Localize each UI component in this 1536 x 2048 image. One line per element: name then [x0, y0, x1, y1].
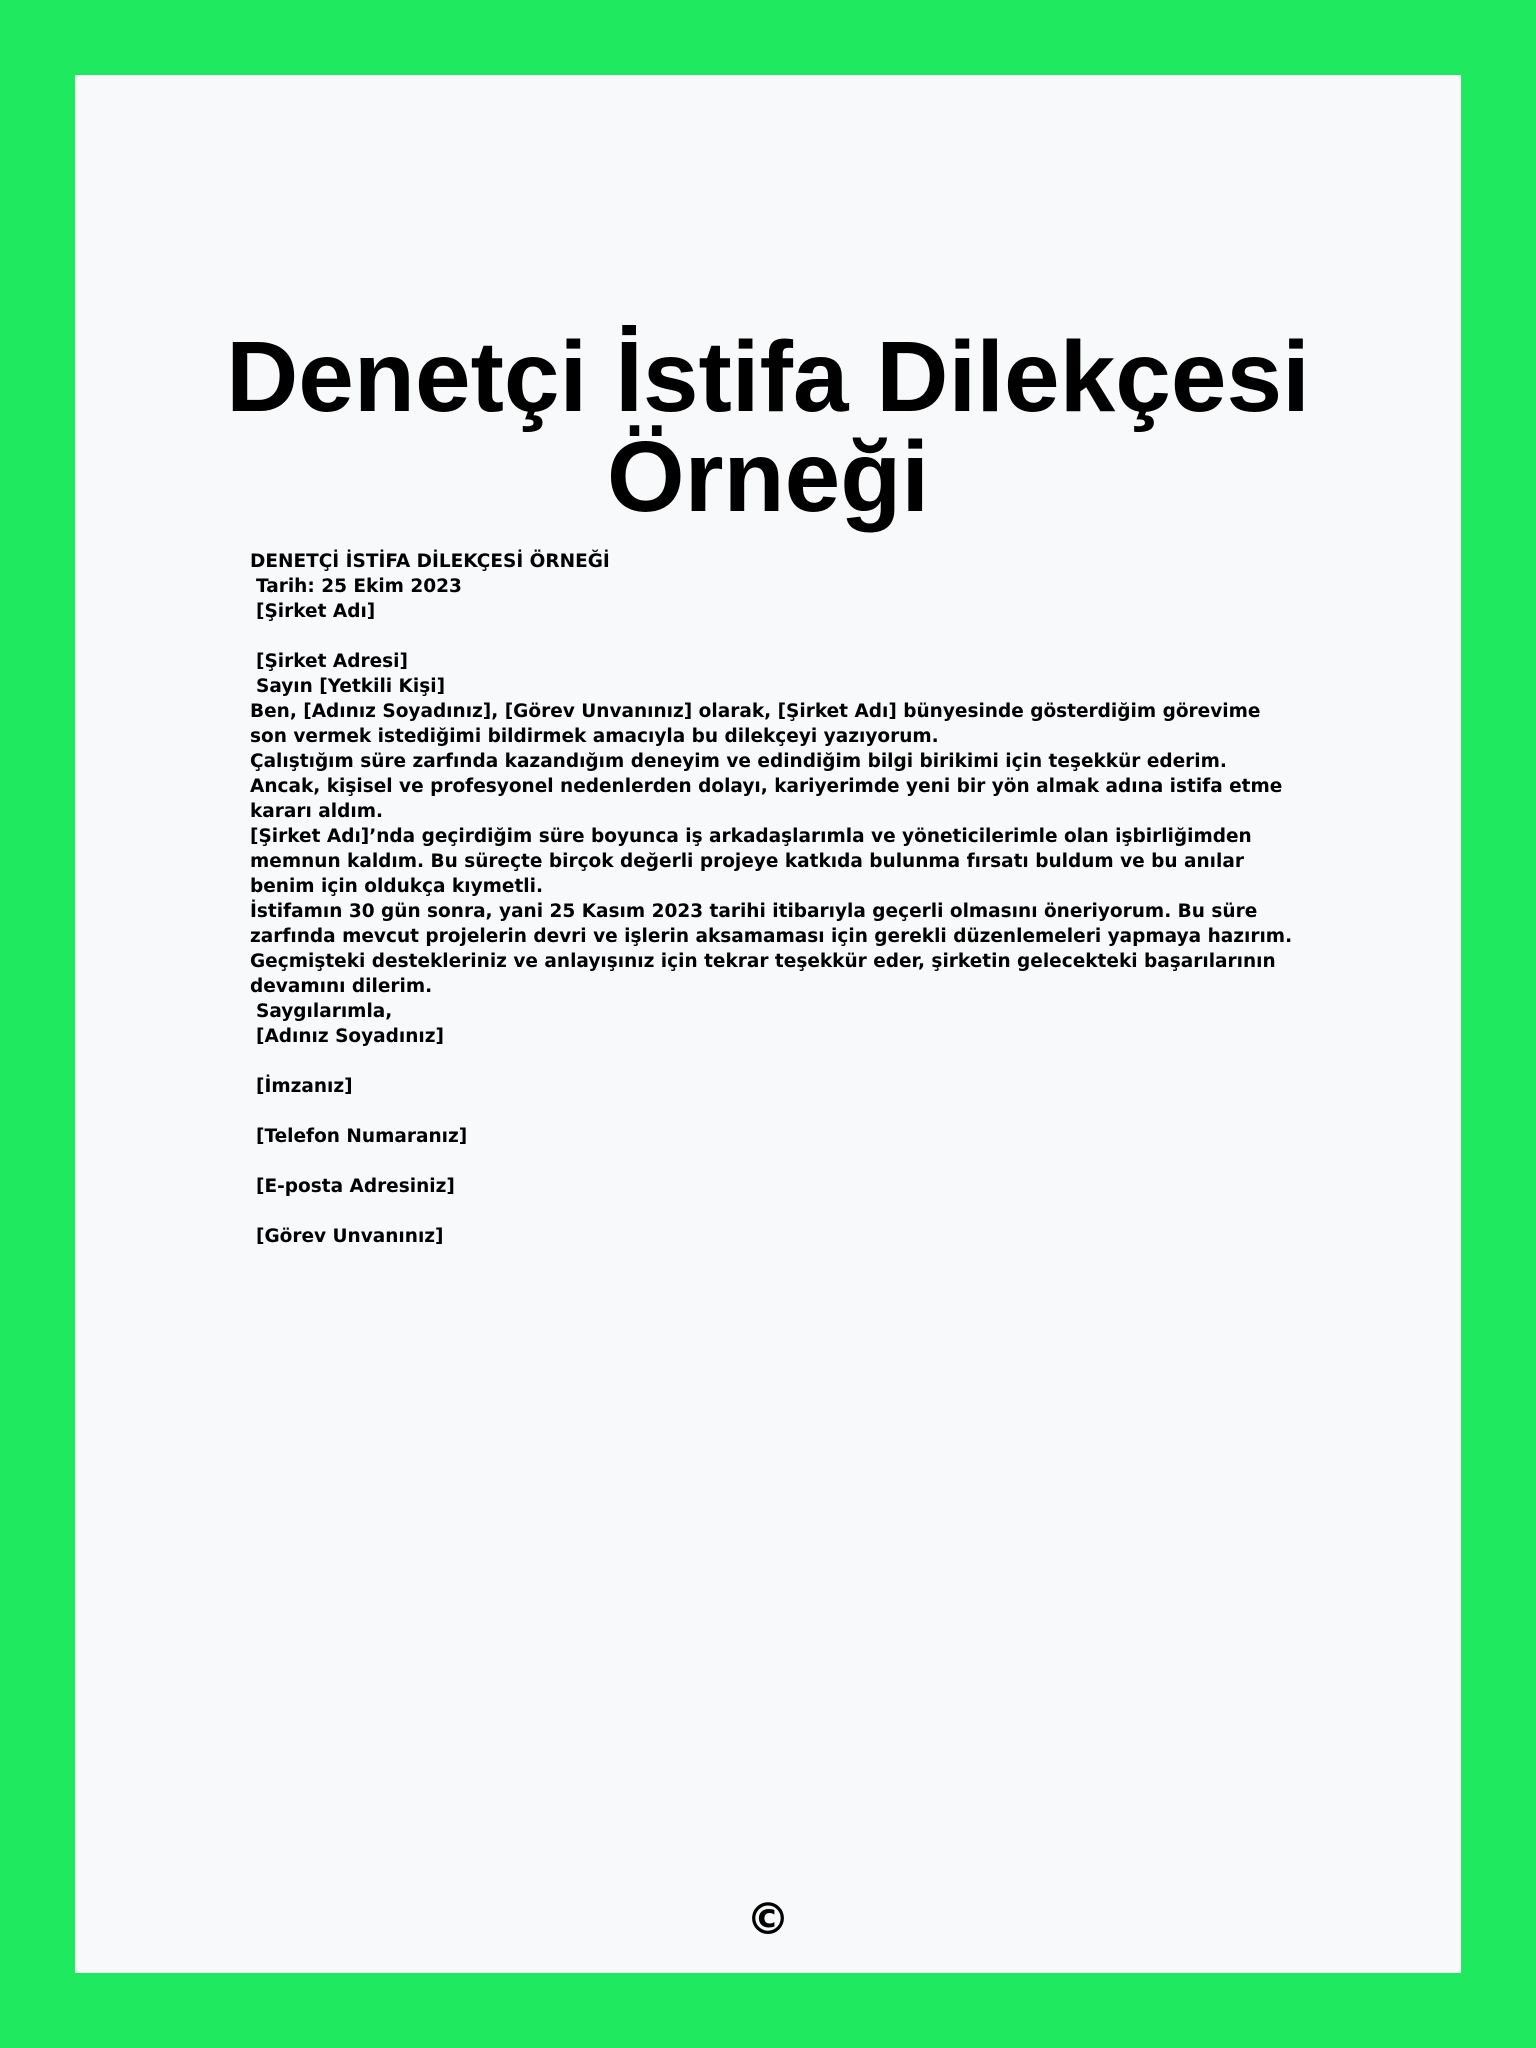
position: [Görev Unvanınız]: [256, 1226, 444, 1247]
blank-line: [250, 624, 1300, 649]
phone: [Telefon Numaranız]: [256, 1126, 468, 1147]
blank-line: [250, 1199, 1300, 1224]
company-address: [Şirket Adresi]: [256, 651, 408, 672]
letter-heading: DENETÇİ İSTİFA DİLEKÇESİ ÖRNEĞİ: [250, 551, 610, 572]
blank-line: [250, 1099, 1300, 1124]
company-name: [Şirket Adı]: [256, 601, 376, 622]
document-page: [75, 75, 1461, 1973]
signature: [İmzanız]: [256, 1076, 353, 1097]
sender-name: [Adınız Soyadınız]: [256, 1026, 444, 1047]
paragraph-2: Çalıştığım süre zarfında kazandığım deneyim ve edindiğim bilgi birikimi için teşekkür ederim. Ancak, kişisel ve profesyonel nedenlerden dolayı, kariyerimde yeni bir yön almak adına istifa etme kararı aldım.: [250, 751, 1283, 822]
paragraph-3: [Şirket Adı]’nda geçirdiğim süre boyunca iş arkadaşlarımla ve yöneticilerimle olan işbirliğimden memnun kaldım. Bu süreçte birçok değerli projeye katkıda bulunma fırsatı buldum ve bu anılar benim için oldukça kıymetli.: [250, 826, 1252, 897]
closing: Saygılarımla,: [256, 1001, 393, 1022]
paragraph-5: Geçmişteki destekleriniz ve anlayışınız için tekrar teşekkür eder, şirketin gelecekteki başarılarının devamını dilerim.: [250, 951, 1276, 997]
copyright-symbol: ©: [746, 1894, 790, 1945]
paragraph-1: Ben, [Adınız Soyadınız], [Görev Unvanınız] olarak, [Şirket Adı] bünyesinde gösterdiğim görevime son vermek istediğimi bildirmek amacıyla bu dilekçeyi yazıyorum.: [250, 701, 1261, 747]
email: [E-posta Adresiniz]: [256, 1176, 455, 1197]
letter-date: Tarih: 25 Ekim 2023: [256, 576, 462, 597]
page-title: Denetçi İstifa Dilekçesi Örneği: [226, 321, 1310, 533]
blank-line: [250, 1149, 1300, 1174]
paragraph-4: İstifamın 30 gün sonra, yani 25 Kasım 2023 tarihi itibarıyla geçerli olmasını öneriyorum. Bu süre zarfında mevcut projelerin devri ve işlerin aksamaması için gerekli düzenlemeleri yapmaya hazırım.: [250, 901, 1293, 947]
blank-line: [250, 1049, 1300, 1074]
letter-body: [250, 549, 1300, 1249]
salutation: Sayın [Yetkili Kişi]: [256, 676, 446, 697]
